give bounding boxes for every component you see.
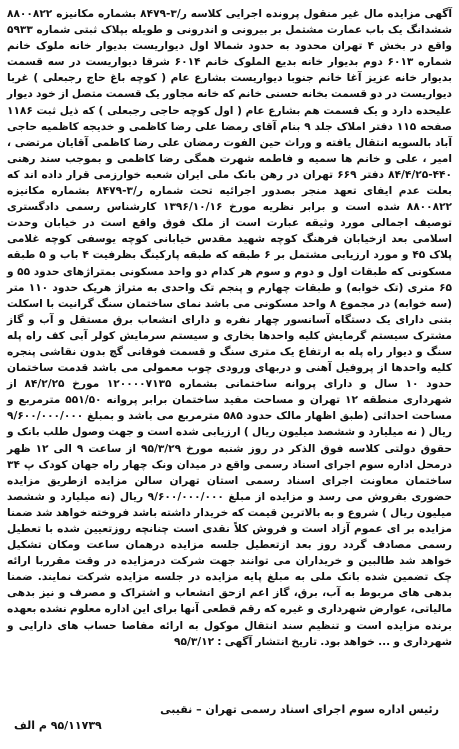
notice-body-text: آگهی مزایده مال غیر منقول پرونده اجرایی کلاسه ر/۳-۸۴۷۹ بشماره مکانیزه ۸۸۰۰۸۲۲ ششدانگ یک باب عمارت مشتمل بر بیرونی و اندرونی و طویله بپلاک ثبتی شماره ۵۹۳۳ واقع در بخش ۴ تهران محدود به حدود شمالا اول دیواریست بدیوار خانه ملوک خانم شماره ۶۰۱۳ دوم بدیوار خانه بدیع الملوک خانم ۶۰۱۴ شرقا دیواریست در سه قسمت بدیوار خانه عزیز آغا خانم جنوبا دیواریست بشارع عام ( کوچه باغ حاج رجبعلی ) غربا دیواریست در دو قسمت بخانه حسنی خانم که خانه مجاور یک قسمت متصل از خود دیوار علیحده دارد و یک قسمت هم بشارع عام ( اول کوچه حاجی رجبعلی ) که ذیل ثبت ۱۱۸۶ صفحه ۱۱۵ دفتر املاک جلد ۹ بنام آقای رمضا علی رضا کاظمی و خدیجه کاظمیه حاجی آباد بالسویه انتقال یافته و وراث حین الفوت رمضان علی رضا کاظمی آقایان مرتضی ، امیر ، علی و خانم ها سمیه و فاطمه شهرت همگی رضا کاظمی و بموجب سند رهنی ۴۴۰-۸۴/۴/۲۵ دفتر ۶۶۹ تهران در رهن بانک ملی ایران شعبه خوارزمی قرار داده اند که بعلت عدم ایفای تعهد منجر بصدور اجرائیه تحت شماره ر/۳-۸۴۷۹ بشماره مکانیزه ۸۸۰۰۸۲۲ شده است و برابر نظریه مورخ ۱۳۹۶/۱۰/۱۶ کارشناس رسمی دادگستری توصیف اجمالی مورد وثیقه عبارت است از ملک فوق واقع است در خیابان وحدت اسلامی بعد ازخیابان فرهنگ کوچه شهید مقدس خیابانی کوچه یوسفی کوچه غلامی پلاک ۴۵ و مورد ارزیابی مشتمل بر ۶ طبقه که طبقه پارکینگ بظرفیت ۴ باب و ۵ طبقه مسکونی که طبقات اول و دوم و سوم هر کدام دو واحد مسکونی بمتراژهای حدود ۵۵ و ۶۵ متری (تک خوابه) و طبقات چهارم و پنجم تک واحدی به متراژ هریک حدود ۱۱۰ متر (سه خوابه) در مجموع ۸ واحد مسکونی می باشد نمای ساختمان سنگ گرانیت با اسکلت بتنی دارای یک دستگاه آسانسور چهار نفره و دارای انشعاب برق مستقل و آب و گاز مشترک سیستم گرمایش کلیه واحدها بخاری و سیستم سرمایش کولر آبی کف راه پله سنگ و دیوار راه پله به ارتفاع یک متری سنگ و قسمت فوقانی گچ بدون نقاشی پنجره کلیه واحدها از پروفیل آهنی و دربهای ورودی چوب معمولی می باشد قدمت ساختمان حدود ۱۰ سال و دارای پروانه ساختمانی بشماره ۱۲۰۰۰۰۷۱۳۵ مورخ ۸۴/۲/۲۵ از شهرداری منطقه ۱۲ تهران و مساحت مفید ساختمان برابر پروانه ۵۵۱/۵۰ مترمربع و مساحت احداثی (طبق اظهار مالک حدود ۵۸۵ مترمربع می باشد و بمبلغ ۹/۶۰۰/۰۰۰/۰۰۰ ریال ( نه میلیارد و ششصد میلیون ریال ) ارزیابی شده است و جهت وصول طلب بانک و حقوق دولتی کلاسه فوق الذکر در روز شنبه مورخ ۹۵/۳/۲۹ از ساعت ۹ الی ۱۲ ظهر درمحل اداره سوم اجرای اسناد رسمی واقع در میدان ونک چهار راه جهان کودک پ ۳۴ ساختمان معاونت اجرای اسناد رسمی استان تهران سالن مزایده ازطریق مزایده حضوری بفروش می رسد و مزایده از مبلغ ۹/۶۰۰/۰۰۰/۰۰۰ ریال (نه میلیارد و ششصد میلیون ریال ) شروع و به بالاترین قیمت که خریدار داشته باشد فروخته خواهد شد ضمنا مزایده بر ای عموم آزاد است و فروش کلاً نقدی است چنانچه روزتعیین شده با تعطیل رسمی مصادف گردد روز بعد ازتعطیل جلسه مزایده درهمان ساعت ومکان تشکیل خواهد شد طالبین و خریداران می توانند جهت شرکت درمزایده در وقت مقرربا ارائه چک تضمین شده بانک ملی به مبلغ پایه مزایده در جلسه مزایده شرکت نمایند. ضمنا بدهی های مربوط به آب، برق، گاز اعم ازحق انشعاب و اشتراک و مصرف و نیز بدهی مالیاتی، عوارض شهرداری و غیره که رقم قطعی آنها برای این اداره معلوم نشده بعهده برنده مزایده است و تنظیم سند انتقال موکول به ارائه مفاصا حساب های دارایی و شهرداری و ... خواهد بود. تاریخ انتشار آگهی : ۹۵/۳/۱۲	[7, 8, 453, 648]
reference-number: ۹۵/۱۱۷۳۹ م الف	[14, 719, 102, 732]
notice-footer	[6, 703, 453, 741]
auction-notice	[6, 6, 453, 741]
signature-line: رئیس اداره سوم اجرای اسناد رسمی تهران – نقیبی	[160, 703, 439, 716]
